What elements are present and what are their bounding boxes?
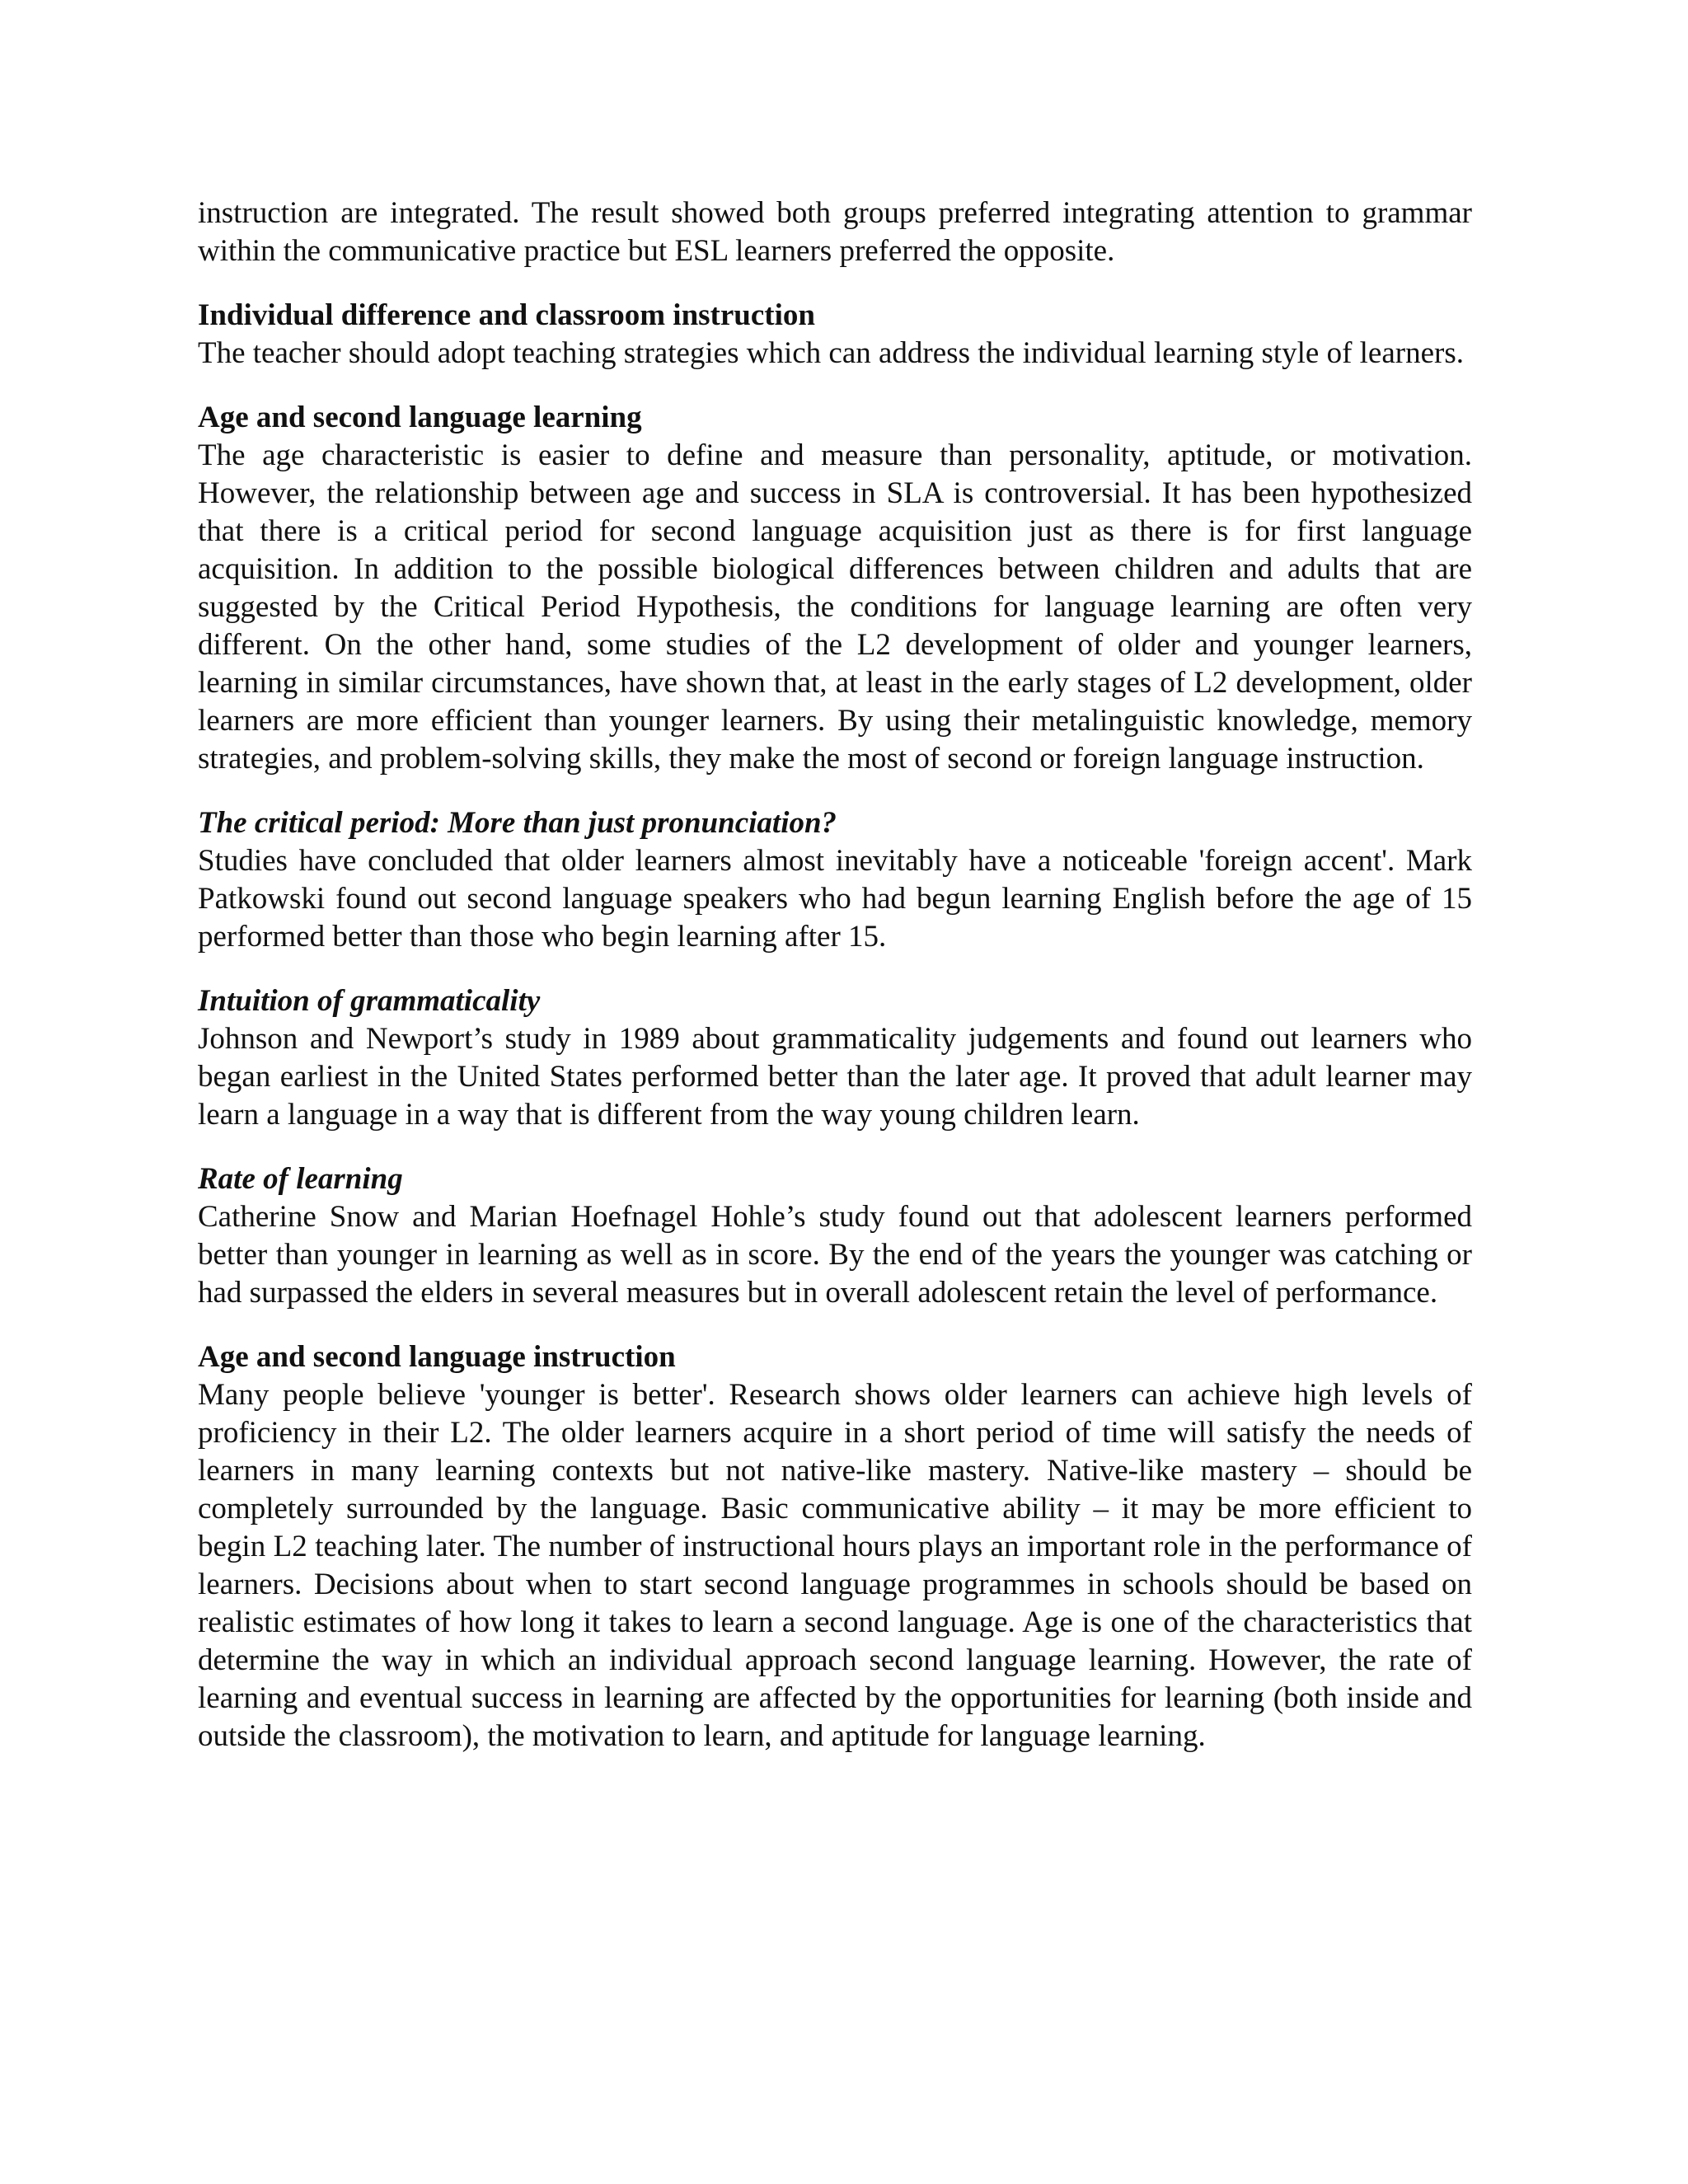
section-heading: Age and second language learning [198,401,642,434]
section-critical-period [198,804,1472,956]
section-paragraph: The age characteristic is easier to define and measure than personality, aptitude, or motivation. However, the relationship between age and success in SLA is controversial. It has been hypothesized that there is a critical period for second language acquisition just as there is for first language acquisition. In addition to the possible biological differences between children and adults that are suggested by the Critical Period Hypothesis, the conditions for language learning are often very different. On the other hand, some studies of the L2 development of older and younger learners, learning in similar circumstances, have shown that, at least in the early stages of L2 development, older learners are more efficient than younger learners. By using their metalinguistic knowledge, memory strategies, and problem-solving skills, they make the most of second or foreign language instruction. [198,438,1472,776]
section-age-second-language-instruction [198,1338,1472,1755]
section-heading: Intuition of grammaticality [198,984,541,1018]
section-intuition-grammaticality [198,982,1472,1134]
section-paragraph: Many people believe 'younger is better'. Research shows older learners can achieve high levels of proficiency in their L2. The older learners acquire in a short period of time will satisfy the needs of learners in many learning contexts but not native-like mastery. Native-like mastery – should be completely surrounded by the language. Basic communicative ability – it may be more efficient to begin L2 teaching later. The number of instructional hours plays an important role in the performance of learners. Decisions about when to start second language programmes in schools should be based on realistic estimates of how long it takes to learn a second language. Age is one of the characteristics that determine the way in which an individual approach second language learning. However, the rate of learning and eventual success in learning are affected by the opportunities for learning (both inside and outside the classroom), the motivation to learn, and aptitude for language learning. [198,1378,1472,1753]
section-individual-difference [198,297,1472,373]
section-paragraph: Catherine Snow and Marian Hoefnagel Hohle’s study found out that adolescent learners performed better than younger in learning as well as in score. By the end of the years the younger was catching or had surpassed the elders in several measures but in overall adolescent retain the level of performance. [198,1200,1472,1310]
document-page [198,194,1472,1755]
section-paragraph: Studies have concluded that older learners almost inevitably have a noticeable 'foreign accent'. Mark Patkowski found out second language speakers who had begun learning English before the age of 15 performed better than those who begin learning after 15. [198,844,1472,954]
intro-paragraph: instruction are integrated. The result showed both groups preferred integrating attention to grammar within the communicative practice but ESL learners preferred the opposite. [198,196,1472,268]
section-age-second-language-learning [198,399,1472,778]
section-paragraph: Johnson and Newport’s study in 1989 about grammaticality judgements and found out learners who began earliest in the United States performed better than the later age. It proved that adult learner may learn a language in a way that is different from the way young children learn. [198,1022,1472,1132]
section-heading: Age and second language instruction [198,1340,676,1374]
section-heading: The critical period: More than just pronunciation? [198,806,837,840]
section-heading: Rate of learning [198,1162,403,1196]
section-rate-of-learning [198,1160,1472,1312]
section-heading: Individual difference and classroom instruction [198,298,815,332]
section-paragraph: The teacher should adopt teaching strategies which can address the individual learning style of learners. [198,336,1464,370]
